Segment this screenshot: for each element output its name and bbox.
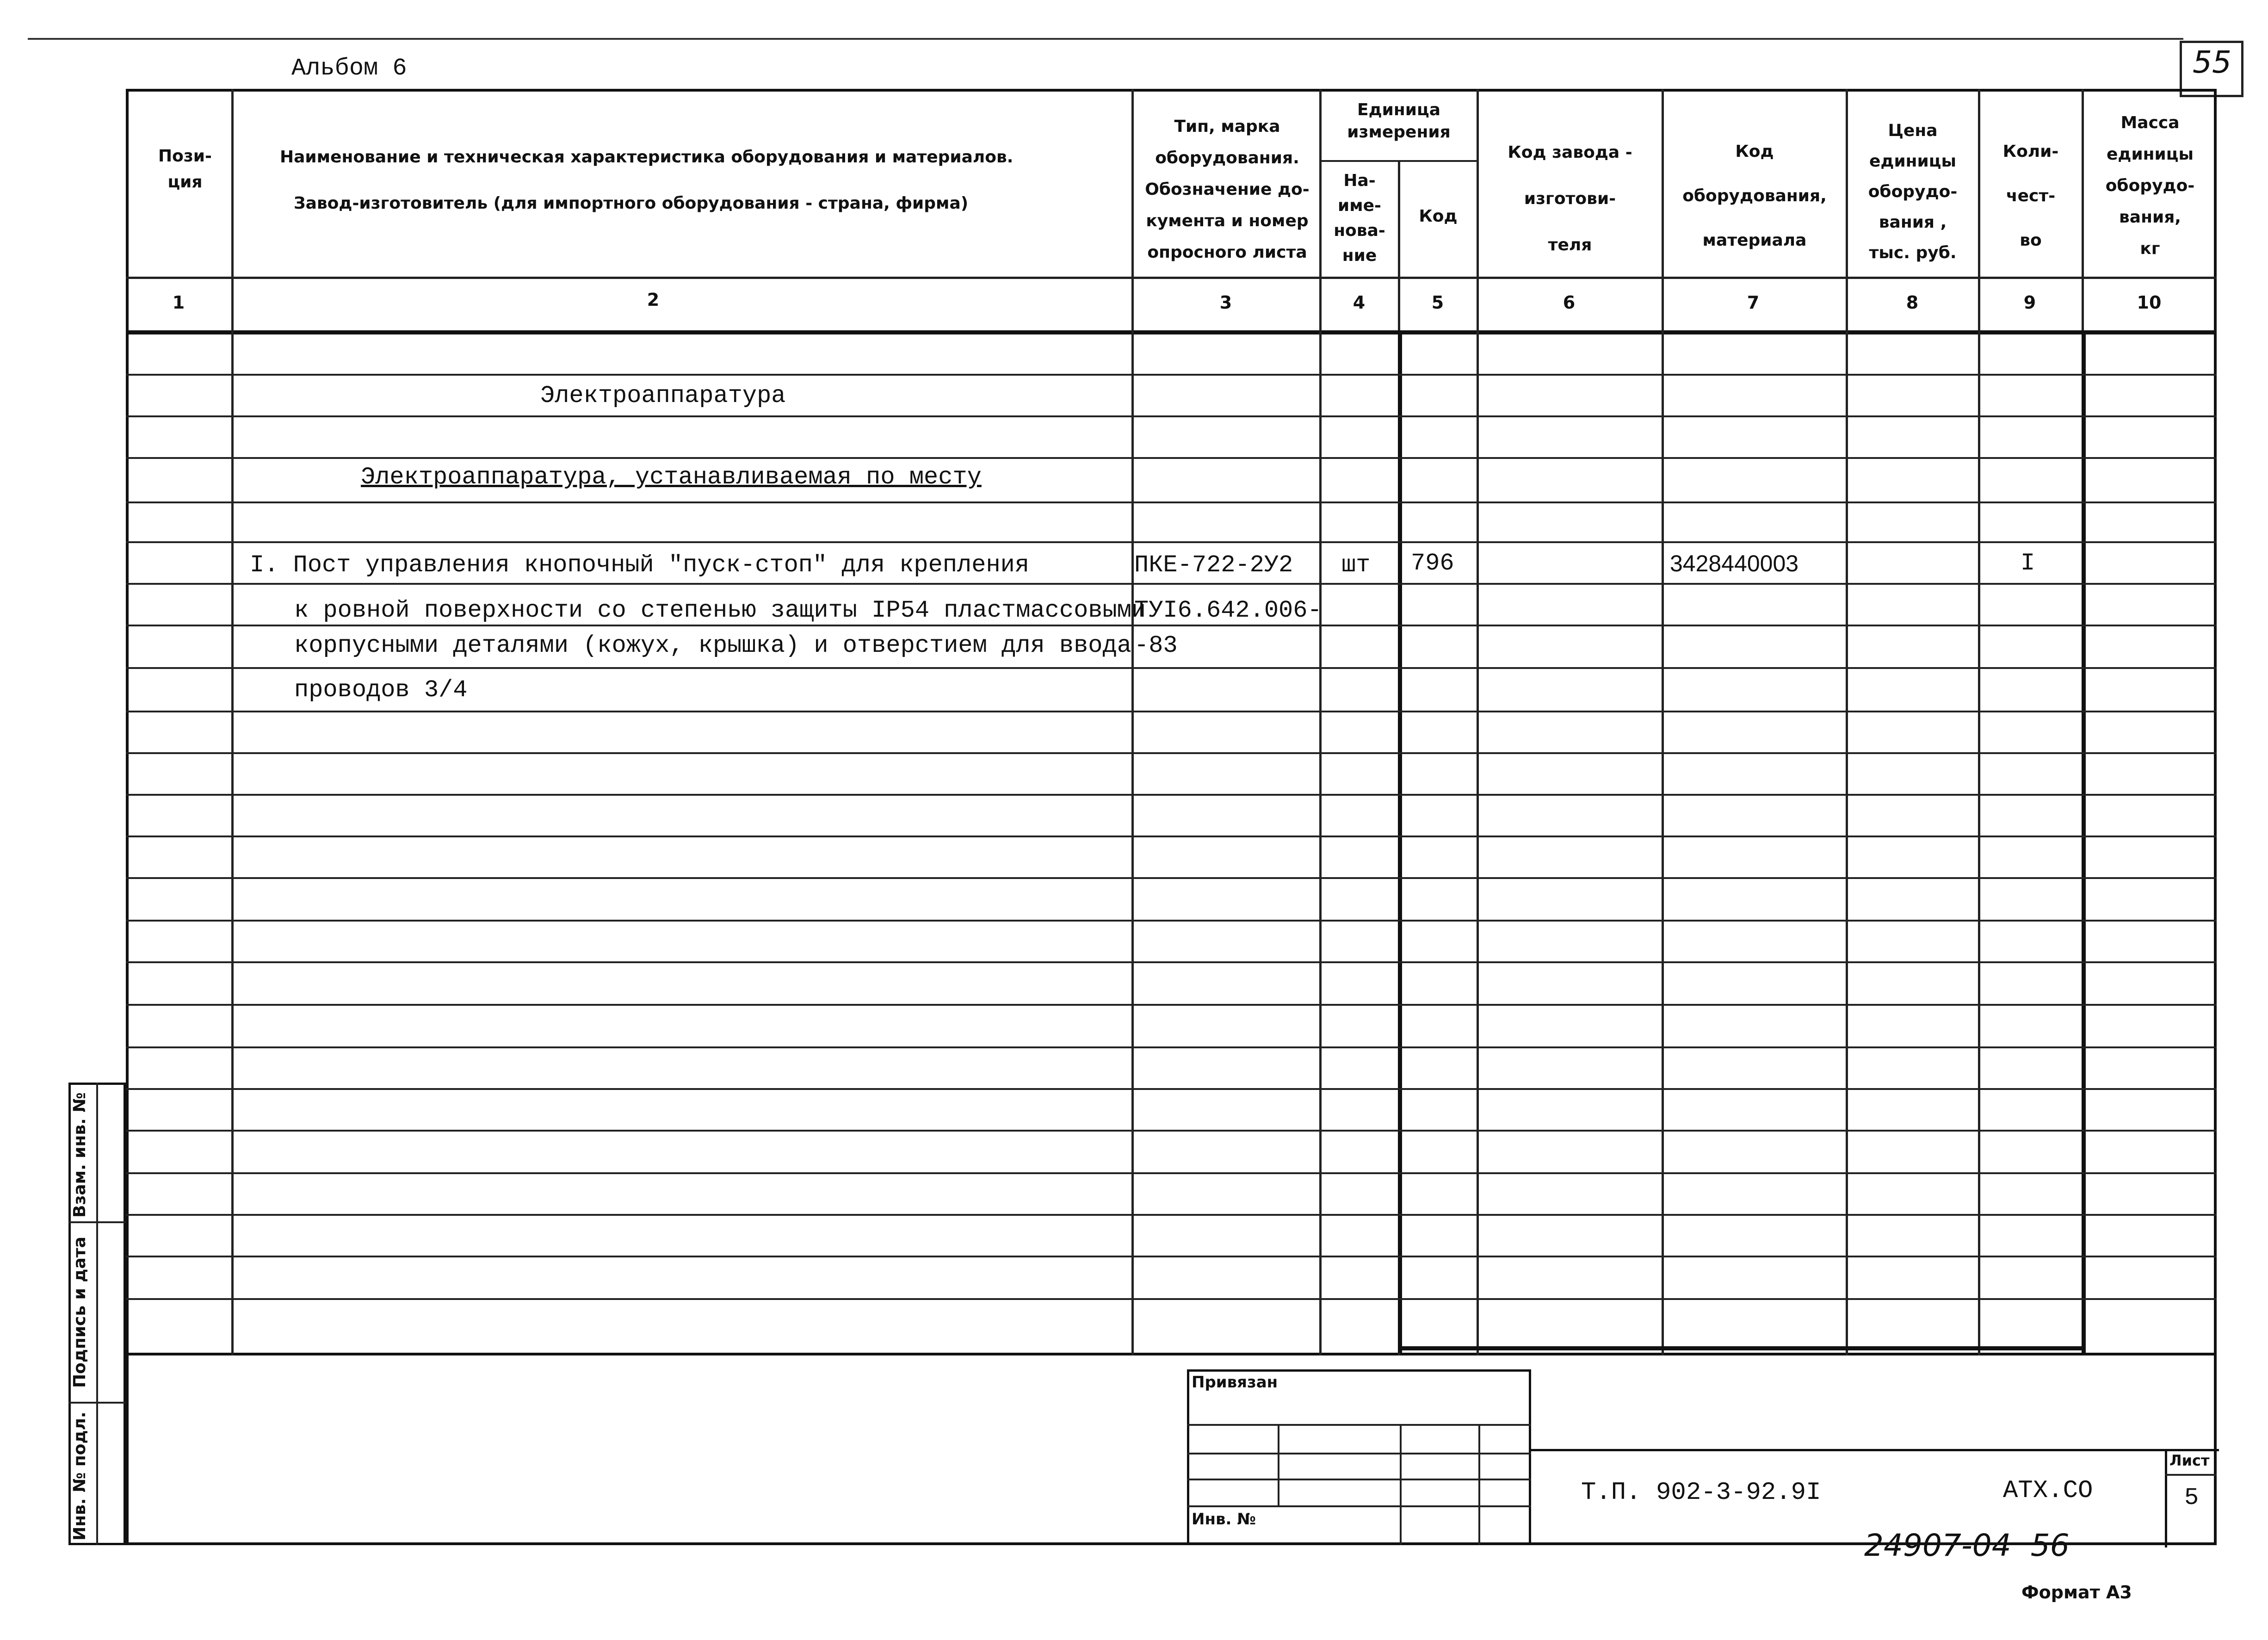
header-col4-line1: На- (1343, 171, 1376, 190)
header-col3-line3: Обозначение до- (1145, 180, 1310, 199)
header-col8-line4: вания , (1879, 213, 1947, 232)
table-row (126, 835, 2217, 837)
side-label-podpis: Подпись и дата (70, 1237, 89, 1388)
side-stamp-divider (96, 1083, 98, 1545)
item-type-3: -83 (1134, 632, 1178, 659)
col-line-5 (1477, 89, 1479, 1355)
body-bottom (1398, 1346, 2082, 1350)
header-col1 (139, 143, 231, 195)
col-line-9 (2082, 330, 2086, 1353)
table-row (126, 1130, 2217, 1132)
header-unit-line2: измерения (1347, 123, 1451, 142)
table-row (126, 1172, 2217, 1174)
header-col10-line4: вания, (2119, 208, 2181, 227)
colnum-3: 3 (1219, 292, 1232, 313)
header-col10-line3: оборудо- (2105, 176, 2195, 195)
header-col9-line2: чест- (2006, 186, 2056, 205)
colnum-divider (126, 330, 2217, 334)
header-col3-line1: Тип, марка (1174, 117, 1280, 136)
col-line-2 (1131, 89, 1134, 1355)
table-row (126, 415, 2217, 417)
header-col2 (236, 134, 1129, 227)
header-col5: Код (1419, 207, 1458, 226)
table-row (126, 961, 2217, 963)
table-row (126, 794, 2217, 796)
section-title: Электроаппаратура (540, 382, 786, 409)
header-col4-line4: ние (1342, 246, 1377, 265)
header-col9-line1: Коли- (2002, 142, 2059, 161)
colnum-9: 9 (2023, 292, 2036, 313)
header-unit-group (1321, 99, 1477, 143)
sheet-number: 5 (2184, 1484, 2199, 1511)
item-quantity: I (2021, 550, 2035, 577)
header-col3-line2: оборудования. (1155, 149, 1299, 167)
header-col10 (2083, 107, 2217, 265)
table-row (126, 457, 2217, 459)
table-row (126, 1214, 2217, 1216)
col-line-3 (1319, 89, 1322, 1355)
item-unit-code: 796 (1411, 550, 1454, 577)
header-col4-line3: нова- (1334, 221, 1385, 240)
item-type-2: ТУI6.642.006- (1134, 597, 1322, 624)
header-unit-line1: Единица (1357, 100, 1440, 119)
privyazan-v3 (1478, 1424, 1480, 1545)
col-line-4b (1398, 330, 1402, 1353)
handwritten-number: 24907-04 56 (1864, 1528, 2070, 1563)
table-row (126, 877, 2217, 879)
format-label: Формат А3 (2021, 1582, 2132, 1603)
header-col6-line3: теля (1548, 235, 1592, 254)
item-type-1: ПКЕ-722-2У2 (1134, 551, 1293, 579)
col-line-6 (1662, 89, 1664, 1355)
header-col6 (1478, 130, 1662, 268)
header-col3 (1137, 111, 1317, 268)
col-line-1 (231, 89, 234, 1355)
header-col7 (1663, 130, 1846, 263)
stamp-code: АТХ.СО (2003, 1477, 2093, 1505)
item-line-4: проводов 3/4 (294, 676, 468, 704)
table-row (126, 752, 2217, 754)
header-col9-line3: во (2020, 231, 2042, 250)
table-row (126, 1256, 2217, 1257)
header-col10-line5: кг (2140, 239, 2160, 258)
side-stamp-h2 (68, 1402, 126, 1404)
item-equipment-code: 3428440003 (1670, 551, 1799, 576)
header-col1-line1: Пози- (158, 147, 212, 166)
header-col8-line3: оборудо- (1868, 182, 1958, 201)
table-row (126, 1088, 2217, 1090)
colnum-4: 4 (1353, 292, 1366, 313)
header-col1-line2: ция (167, 173, 203, 192)
album-label: Альбом 6 (291, 55, 407, 82)
colnum-6: 6 (1563, 292, 1576, 313)
header-col2-line1: Наименование и техническая характеристика оборудования и материалов. (280, 148, 1013, 167)
top-border (28, 38, 2183, 40)
unit-group-divider (1319, 160, 1477, 162)
side-stamp-h1 (68, 1221, 126, 1223)
item-unit: шт (1341, 551, 1371, 579)
header-col4-line2: име- (1337, 196, 1381, 215)
header-col7-line2: оборудования, (1682, 186, 1827, 205)
item-line-2: к ровной поверхности со степенью защиты IP54 пластмассовыми (294, 597, 1146, 624)
privyazan-v2 (1400, 1424, 1402, 1545)
side-label-inv: Инв. № подл. (70, 1411, 89, 1541)
header-col8-line2: единицы (1869, 152, 1957, 171)
col-line-7 (1846, 89, 1848, 1355)
table-row (126, 501, 2217, 503)
header-col4 (1321, 168, 1398, 268)
table-row (126, 625, 2217, 626)
header-col2-line2: Завод-изготовитель (для импортного оборудования - страна, фирма) (294, 194, 969, 213)
table-row (126, 541, 2217, 543)
colnum-2: 2 (647, 290, 660, 310)
header-col6-line1: Код завода - (1508, 143, 1632, 162)
table-row (126, 1298, 2217, 1300)
privyazan-v1 (1278, 1424, 1279, 1505)
header-col9 (1980, 130, 2082, 263)
subsection-title: Электроаппаратура, устанавливаемая по месту (361, 464, 982, 491)
header-col8-line5: тыс. руб. (1869, 243, 1957, 262)
header-col3-line4: кумента и номер (1146, 211, 1309, 230)
table-row (126, 667, 2217, 669)
colnum-7: 7 (1747, 292, 1760, 313)
privyazan-label: Привязан (1192, 1373, 1278, 1392)
sheet-label: Лист (2169, 1452, 2210, 1469)
header-col10-line2: единицы (2106, 145, 2194, 164)
side-label-vzam: Взам. инв. № (70, 1092, 89, 1218)
header-col7-line3: материала (1702, 231, 1807, 250)
table-row (126, 583, 2217, 585)
colnum-1: 1 (172, 292, 185, 313)
table-row (126, 1046, 2217, 1048)
col-line-8 (1978, 89, 1980, 1355)
colnum-8: 8 (1906, 292, 1919, 313)
page-number-handwritten: 55 (2193, 44, 2231, 80)
header-col7-line1: Код (1735, 142, 1774, 161)
header-col3-line5: опросного листа (1147, 243, 1307, 262)
colnum-10: 10 (2137, 292, 2162, 313)
inv-no-label: Инв. № (1192, 1510, 1256, 1529)
table-row (126, 374, 2217, 376)
item-line-3: корпусными деталями (кожух, крышка) и отверстием для ввода (294, 632, 1131, 659)
colnum-5: 5 (1431, 292, 1444, 313)
stamp-designation: Т.П. 902-3-92.9I (1581, 1479, 1821, 1507)
header-col8-line1: Цена (1888, 121, 1938, 140)
table-row (126, 1004, 2217, 1006)
item-line-1: I. Пост управления кнопочный "пуск-стоп" для крепления (250, 551, 1030, 579)
header-col6-line2: изготови- (1524, 189, 1616, 208)
sheet-box-divider (2165, 1474, 2217, 1476)
table-row (126, 920, 2217, 922)
header-divider (126, 277, 2217, 279)
header-col8 (1848, 116, 1978, 268)
table-row (126, 711, 2217, 712)
header-col10-line1: Масса (2120, 113, 2180, 132)
